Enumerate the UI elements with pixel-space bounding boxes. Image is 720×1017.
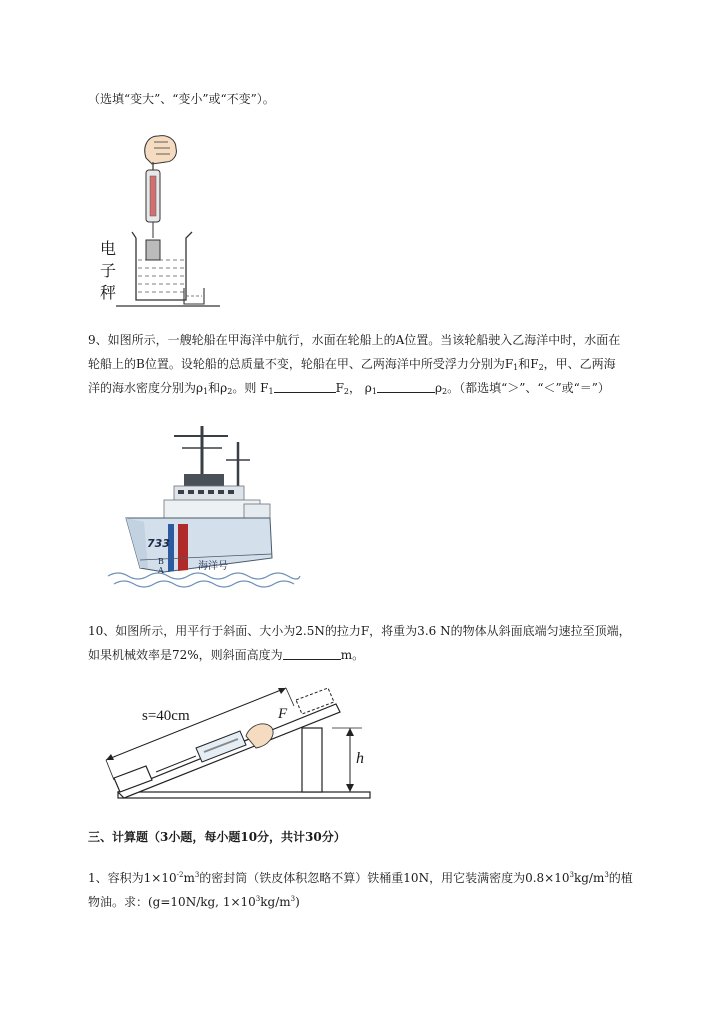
hand-icon	[145, 136, 177, 164]
hull-red-stripe	[178, 524, 188, 571]
ship-mark-b: B	[158, 557, 164, 566]
q10-line-2: 如果机械效率是72%，则斜面高度为 m。	[88, 648, 365, 662]
q9-line-1: 9、如图所示，一艘轮船在甲海洋中航行，水面在轮船上的A位置。当该轮船驶入乙海洋中时，水面在	[88, 333, 621, 347]
answer-blank-rho[interactable]	[377, 381, 435, 393]
q10-line-1: 10、如图所示，用平行于斜面、大小为2.5N的拉力F，将重为3.6 N的物体从斜面底端匀速拉至顶端，	[88, 624, 631, 638]
q9-line-3: 洋的海水密度分别为$\rho_1$和$\rho_2$。则 $F_1$ $F_2$， $\rho_1$ $\rho_2$。（都选填“＞”、“＜”或“＝”）	[88, 381, 610, 396]
calc1-line-2: 物油。求：(g=10N/kg, $1\times 10^3kg/m^3$)	[88, 895, 300, 909]
incline-s-label: s=40cm	[142, 708, 190, 724]
section-3-title: 三、计算题（3小题，每小题10分，共计30分）	[88, 830, 346, 844]
metal-block	[146, 240, 160, 260]
fig1-label	[100, 238, 116, 304]
incline-h-label: h	[356, 750, 364, 767]
answer-blank-f[interactable]	[274, 381, 336, 393]
fig1-label-char: 子	[100, 261, 117, 280]
ship-hull-number: 733	[147, 537, 170, 550]
ship-mark-a: A	[158, 566, 164, 575]
ship-name: 海洋号	[198, 561, 228, 572]
answer-blank-height[interactable]	[283, 648, 341, 660]
calc1-line-1: 1、容积为$1\times 10^{-2}m^3$的密封筒（铁皮体积忽略不算）铁桶重10N，用它装满密度为$0.8\times 10^3kg/m^3$的植	[88, 871, 633, 885]
q9-line-2: 轮船上的B位置。设轮船的总质量不变，轮船在甲、乙两海洋中所受浮力分别为$F_1$和$F_2$，甲、乙两海	[88, 357, 616, 372]
fig1-label-char: 电	[100, 239, 117, 258]
spring-scale-figure	[96, 128, 236, 308]
incline-f-label: F	[278, 706, 288, 722]
incline-figure	[100, 676, 380, 806]
q8-option-hint: （选填“变大”、“变小”或“不变”）。	[88, 92, 275, 106]
support-post	[302, 728, 322, 792]
fig1-label-char: 秤	[100, 283, 117, 302]
